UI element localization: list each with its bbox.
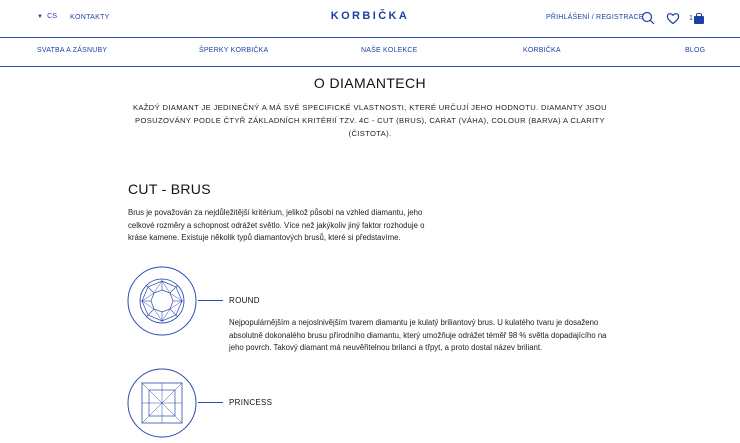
- cart-count: 1: [689, 15, 693, 22]
- section-text: Brus je považován za nejdůležitější kritérium, jelikož působí na vzhled diamantu, jeho celkové rozměry a schopnost odrážet světlo. Více než jakýkoliv jiný faktor rozhoduje o kráse kamene. Existuje několik typů diamantových brusů, které si představíme.: [128, 208, 425, 242]
- intro-text: KAŽDÝ DIAMANT JE JEDINEČNÝ A MÁ SVÉ SPECIFICKÉ VLASTNOSTI, KTERÉ URČUJÍ JEHO HODNOTU. DIAMANTY JSOU POSUZOVÁNY PODLE ČTYŘ ZÁKLADNÍCH KRITÉRIÍ TZV. 4C - CUT (BRUS), CARAT (VÁHA), COLOUR (BARVA) A CLARITY (ČISTOTA).: [132, 103, 608, 138]
- cut-text-round: Nejpopulárnějším a nejoslnivějším tvarem diamantu je kulatý briliantový brus. U kulatého tvaru je dosaženo absolutně dokonalého brusu přírodního diamantu, který umožňuje odrážet téměř 98 % světla dopadajícího na jeho povrch. Takový diamant má neuvěřitelnou brilanci a třpyt, a proto dostal název briliant.: [229, 318, 607, 352]
- logo[interactable]: KORBIČKA: [330, 10, 410, 22]
- princess-diamond-icon: [127, 368, 197, 438]
- nav-item-blog[interactable]: BLOG: [685, 47, 706, 54]
- section-title: CUT - BRUS: [128, 181, 211, 197]
- cut-name-princess: PRINCESS: [229, 398, 273, 407]
- round-connector-line: [198, 300, 223, 301]
- nav-item-wedding[interactable]: SVATBA A ZÁSNUBY: [37, 47, 108, 54]
- nav-item-collection[interactable]: NAŠE KOLEKCE: [361, 47, 418, 54]
- round-diamond-icon: [127, 266, 197, 336]
- heart-icon[interactable]: [665, 10, 681, 26]
- header-divider-bottom: [0, 66, 740, 67]
- search-icon[interactable]: [640, 10, 656, 26]
- top-bar: [0, 0, 740, 37]
- cut-name-round: ROUND: [229, 296, 260, 305]
- bag-icon[interactable]: [691, 10, 707, 26]
- login-register-link[interactable]: PŘIHLÁŠENÍ / REGISTRACE: [546, 14, 644, 21]
- nav-item-korbicka[interactable]: KORBIČKA: [523, 47, 561, 54]
- language-label: CS: [47, 13, 58, 20]
- nav-item-jewelry[interactable]: ŠPERKY KORBIČKA: [199, 47, 269, 54]
- main-navigation: [0, 38, 740, 66]
- princess-connector-line: [198, 402, 223, 403]
- caret-down-icon: ▼: [37, 13, 44, 20]
- page-title: O DIAMANTECH: [313, 75, 427, 91]
- contacts-link[interactable]: KONTAKTY: [70, 14, 110, 21]
